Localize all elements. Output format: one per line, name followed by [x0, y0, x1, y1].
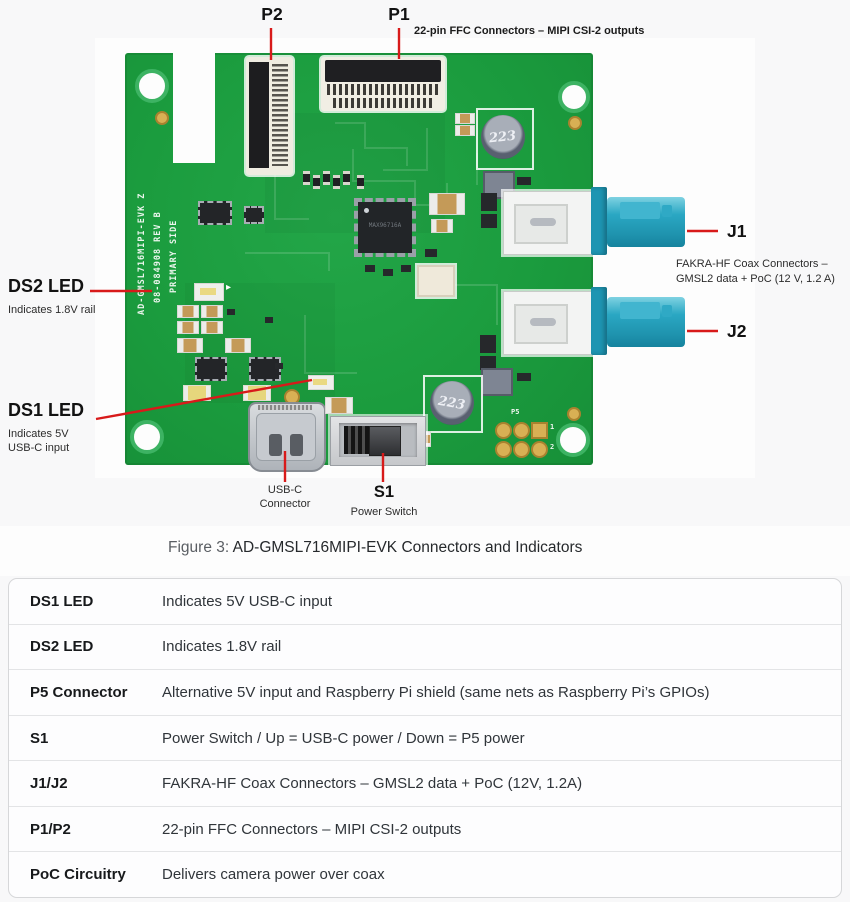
resistor-bank [313, 175, 320, 189]
resistor-bank [323, 171, 330, 185]
inductor-l4 [480, 335, 496, 353]
table-row-desc: FAKRA-HF Coax Connectors – GMSL2 data + PoC (12V, 1.2A) [162, 775, 583, 793]
gold-via [155, 111, 169, 125]
mounting-hole-top-left [135, 69, 169, 103]
table-row [9, 851, 841, 897]
inductor-l2 [481, 193, 497, 211]
capacitor-c53 [455, 125, 475, 136]
table-row [9, 806, 841, 852]
connector-p1-ffc [321, 57, 445, 111]
figure-caption-prefix: Figure 3: [168, 539, 230, 556]
usbc-label-line2: Connector [259, 498, 311, 510]
capacitor-c52 [455, 113, 475, 124]
chip-u3 [195, 357, 227, 381]
connector-j1-flange [591, 187, 607, 255]
chip-u4-deserializer [354, 198, 416, 257]
power-switch-s1 [330, 416, 426, 466]
label-s1 [341, 483, 427, 519]
p5-pad [495, 441, 512, 458]
p5-pin2-silk: 2 [550, 443, 555, 451]
table-row [9, 715, 841, 761]
mounting-hole-top-right [558, 81, 590, 113]
label-fakra-note [676, 257, 848, 286]
silkscreen-part-number: 08-084908 REV B [153, 211, 163, 303]
label-p2: P2 [261, 4, 283, 24]
usbc-label-line1: USB-C [267, 484, 303, 496]
label-j2: J2 [727, 321, 747, 341]
chip-u8 [198, 201, 232, 225]
diode-silk-icon: ▸ [226, 282, 232, 293]
fakra-note-line2: GMSL2 data + PoC (12 V, 1.2 A) [676, 272, 835, 285]
s1-label-title: S1 [373, 483, 395, 501]
resistor [227, 309, 235, 315]
table-row-desc: 22-pin FFC Connectors – MIPI CSI-2 outputs [162, 820, 462, 838]
led-ds1 [308, 375, 334, 390]
usb-c-connector [248, 402, 326, 472]
label-ds2: DS2 LED [8, 276, 85, 296]
resistor [365, 265, 375, 272]
chip-pin1-dot [364, 208, 369, 213]
label-ds1-desc-line1: Indicates 5V [8, 428, 69, 440]
figure-caption [168, 539, 582, 557]
inductor-l5 [481, 368, 513, 396]
capacitor [201, 321, 223, 334]
resistor-bank [303, 171, 310, 185]
table-row-desc: Delivers camera power over coax [162, 866, 385, 884]
label-ds1: DS1 LED [8, 400, 85, 420]
capacitor [431, 219, 453, 233]
table-row-desc: Alternative 5V input and Raspberry Pi shield (same nets as Raspberry Pi’s GPIOs) [162, 683, 710, 701]
resistor-bank [333, 175, 340, 189]
label-ffc-note: 22-pin FFC Connectors – MIPI CSI-2 outputs [414, 25, 645, 37]
resistor [383, 269, 393, 276]
connector-j1-plug [607, 197, 685, 247]
fakra-note-line1: FAKRA-HF Coax Connectors – [676, 258, 828, 270]
p5-pad [495, 422, 512, 439]
resistor-array [243, 385, 271, 401]
led-ds2 [194, 283, 224, 301]
table-row-desc: Indicates 5V USB-C input [162, 592, 333, 610]
inductor-vrpi [423, 375, 483, 433]
mounting-hole-bottom-left [130, 420, 164, 454]
capacitor-c16 [429, 193, 465, 215]
capacitor [177, 305, 199, 318]
table-row-label: J1/J2 [30, 775, 68, 793]
gold-via [568, 116, 582, 130]
connector-reference-table [8, 578, 842, 898]
table-row-desc: Power Switch / Up = USB-C power / Down = P5 power [162, 729, 525, 747]
inductor-marking: 223 [488, 128, 518, 146]
capacitor [177, 321, 199, 334]
connector-j2-flange [591, 287, 607, 355]
board-notch [173, 53, 215, 163]
gold-via [567, 407, 581, 421]
table-row-label: DS2 LED [30, 638, 94, 656]
p5-silkscreen: P5 [511, 408, 520, 416]
p5-pad-2 [531, 441, 548, 458]
silkscreen-side-label: PRIMARY SIDE [169, 219, 179, 293]
table-row [9, 669, 841, 715]
connector-j2-plug [607, 297, 685, 347]
crystal-y1 [417, 265, 455, 297]
inductor-l1 [481, 214, 497, 228]
resistor [265, 317, 273, 323]
label-usbc [243, 483, 327, 511]
table-row-label: P5 Connector [30, 683, 128, 701]
resistor-r5 [517, 177, 531, 185]
resistor-r8 [517, 373, 531, 381]
table-row-label: DS1 LED [30, 592, 94, 610]
connector-j1-housing [503, 191, 595, 255]
p5-pad [513, 422, 530, 439]
table-row-label: PoC Circuitry [30, 866, 126, 884]
capacitor [201, 305, 223, 318]
figure-caption-title: AD-GMSL716MIPI-EVK Connectors and Indicators [229, 539, 583, 556]
connector-p2-ffc [246, 57, 293, 175]
capacitor [225, 338, 251, 353]
label-p1: P1 [388, 4, 410, 24]
inductor-l10 [476, 108, 534, 170]
resistor [425, 249, 437, 257]
chip-marking: MAX96716A [368, 222, 402, 229]
capacitor-c46 [325, 397, 353, 414]
p5-pad [513, 441, 530, 458]
label-ds1-desc-line2: USB-C input [8, 442, 70, 454]
table-row-desc: Indicates 1.8V rail [162, 638, 282, 656]
capacitor [177, 338, 203, 353]
table-row-label: P1/P2 [30, 820, 71, 838]
label-ds2-desc: Indicates 1.8V rail [8, 304, 96, 316]
pcb-board [125, 53, 593, 465]
inductor-marking: 223 [437, 393, 467, 413]
chip-u2 [249, 357, 281, 381]
mounting-hole-bottom-right [556, 423, 590, 457]
connector-j2-housing [503, 291, 595, 355]
silkscreen-board-name: AD-GMSL716MIPI-EVK Z [137, 192, 147, 315]
p5-pin1-silk: 1 [550, 423, 555, 431]
resistor [275, 363, 283, 369]
table-row [9, 579, 841, 624]
table-row [9, 624, 841, 670]
table-row [9, 760, 841, 806]
s1-label-desc: Power Switch [350, 506, 418, 518]
resistor-bank [343, 171, 350, 185]
resistor-array [183, 385, 211, 401]
resistor [401, 265, 411, 272]
label-j1: J1 [727, 221, 747, 241]
p5-pad-1 [531, 422, 548, 439]
table-row-label: S1 [30, 729, 49, 747]
resistor-r37 [357, 175, 364, 189]
chip-u1 [244, 206, 264, 224]
